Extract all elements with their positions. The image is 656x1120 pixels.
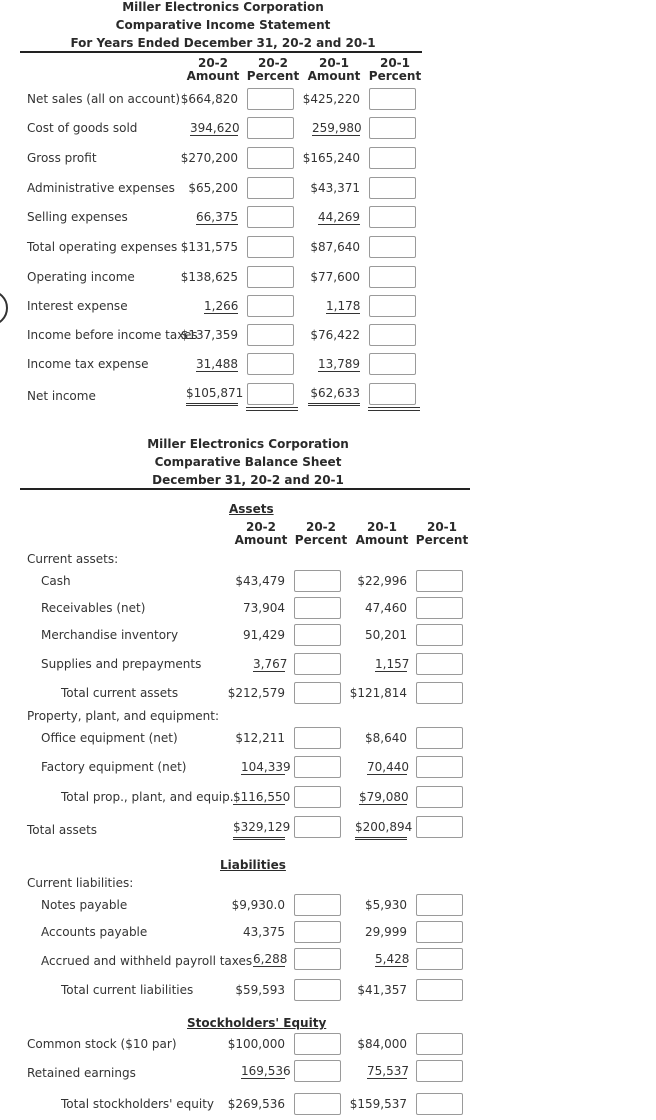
balance-label-factory-equipment: Factory equipment (net)	[41, 760, 187, 774]
income-amount-1: $87,640	[310, 240, 360, 254]
income-title-period: For Years Ended December 31, 20-2 and 20-1	[70, 36, 376, 50]
balance-amount-2: $212,579	[227, 686, 285, 700]
balance-amount-1: $5,930	[365, 898, 407, 912]
income-amount-2: $137,359	[180, 328, 238, 342]
balance-amount-1: $159,537	[349, 1097, 407, 1111]
balance-percent-1-input[interactable]	[416, 921, 463, 943]
income-percent-1-input[interactable]	[369, 117, 416, 139]
balance-col1-year: 20-2	[245, 520, 277, 534]
income-percent-2-input[interactable]	[247, 177, 294, 199]
income-col2-kind: Percent	[246, 69, 300, 83]
balance-percent-1-input[interactable]	[416, 1060, 463, 1082]
balance-amount-2: $116,550	[233, 790, 291, 804]
income-amount-2: 31,488	[196, 357, 238, 371]
balance-percent-1-input[interactable]	[416, 979, 463, 1001]
income-amount-2: 394,620	[190, 121, 240, 135]
balance-amount-1: 47,460	[365, 601, 407, 615]
balance-col3-year: 20-1	[366, 520, 398, 534]
balance-amount-1: $22,996	[357, 574, 407, 588]
balance-col4-kind: Percent	[415, 533, 469, 547]
balance-amount-2: 73,904	[243, 601, 285, 615]
balance-amount-2: 43,375	[243, 925, 285, 939]
balance-label-total-ppe: Total prop., plant, and equip.	[61, 790, 234, 804]
balance-title-company: Miller Electronics Corporation	[147, 437, 349, 451]
balance-amount-2: 104,339	[241, 760, 291, 774]
balance-percent-2-input[interactable]	[294, 786, 341, 808]
balance-percent-2-input[interactable]	[294, 756, 341, 778]
income-percent-2-input[interactable]	[247, 88, 294, 110]
income-label-selling-expenses: Selling expenses	[27, 210, 128, 224]
income-amount-1: 259,980	[312, 121, 362, 135]
balance-percent-2-input[interactable]	[294, 921, 341, 943]
balance-percent-2-input[interactable]	[294, 682, 341, 704]
balance-percent-2-input[interactable]	[294, 816, 341, 838]
balance-percent-1-input[interactable]	[416, 894, 463, 916]
balance-label-office-equipment: Office equipment (net)	[41, 731, 178, 745]
balance-percent-2-input[interactable]	[294, 1033, 341, 1055]
income-label-interest-expense: Interest expense	[27, 299, 128, 313]
income-percent-2-input[interactable]	[247, 266, 294, 288]
income-col1-year: 20-2	[197, 56, 229, 70]
balance-percent-1-input[interactable]	[416, 682, 463, 704]
balance-amount-2: 169,536	[241, 1064, 291, 1078]
income-percent-2-input[interactable]	[247, 236, 294, 258]
income-amount-1: $62,633	[308, 386, 360, 406]
income-amount-2: 66,375	[196, 210, 238, 224]
income-amount-1: 1,178	[326, 299, 361, 313]
balance-percent-2-input[interactable]	[294, 979, 341, 1001]
balance-percent-1-input[interactable]	[416, 948, 463, 970]
balance-label-cash: Cash	[41, 574, 71, 588]
balance-amount-2: 3,767	[253, 657, 288, 671]
income-amount-1: $165,240	[302, 151, 360, 165]
balance-label-receivables: Receivables (net)	[41, 601, 146, 615]
balance-amount-1: 75,537	[367, 1064, 409, 1078]
balance-percent-1-input[interactable]	[416, 1033, 463, 1055]
income-percent-2-input[interactable]	[247, 147, 294, 169]
balance-amount-1: $41,357	[357, 983, 407, 997]
income-percent-2-input[interactable]	[247, 206, 294, 228]
balance-amount-1: $79,080	[359, 790, 409, 804]
balance-amount-1: $121,814	[349, 686, 407, 700]
income-percent-1-input[interactable]	[369, 324, 416, 346]
balance-amount-2: $59,593	[235, 983, 285, 997]
balance-title-date: December 31, 20-2 and 20-1	[152, 473, 344, 487]
income-percent-1-input[interactable]	[369, 236, 416, 258]
income-col2-year: 20-2	[257, 56, 289, 70]
balance-percent-1-input[interactable]	[416, 727, 463, 749]
income-amount-1: $76,422	[310, 328, 360, 342]
partial-circle-icon	[0, 290, 8, 326]
income-label-operating-income: Operating income	[27, 270, 135, 284]
balance-percent-1-input[interactable]	[416, 624, 463, 646]
balance-percent-2-input[interactable]	[294, 1093, 341, 1115]
income-net-percent-1-underline	[368, 407, 420, 411]
income-percent-1-input[interactable]	[369, 295, 416, 317]
balance-col3-kind: Amount	[355, 533, 409, 547]
balance-amount-1: $84,000	[357, 1037, 407, 1051]
income-title-statement: Comparative Income Statement	[115, 18, 331, 32]
income-col3-kind: Amount	[307, 69, 361, 83]
income-percent-2-input[interactable]	[247, 383, 294, 405]
income-label-net-income: Net income	[27, 389, 96, 403]
current-assets-label: Current assets:	[27, 552, 119, 566]
balance-amount-2: $43,479	[235, 574, 285, 588]
income-amount-1: 44,269	[318, 210, 360, 224]
balance-percent-2-input[interactable]	[294, 653, 341, 675]
balance-label-retained-earnings: Retained earnings	[27, 1066, 136, 1080]
income-percent-1-input[interactable]	[369, 266, 416, 288]
balance-amount-2: 6,288	[253, 952, 288, 966]
balance-percent-2-input[interactable]	[294, 948, 341, 970]
income-net-percent-2-underline	[246, 407, 298, 411]
balance-label-total-current-assets: Total current assets	[61, 686, 179, 700]
balance-label-supplies: Supplies and prepayments	[41, 657, 202, 671]
balance-header-rule	[20, 488, 470, 490]
balance-col2-year: 20-2	[305, 520, 337, 534]
balance-amount-2: $12,211	[235, 731, 285, 745]
income-col4-kind: Percent	[368, 69, 422, 83]
income-amount-2: $270,200	[180, 151, 238, 165]
balance-percent-2-input[interactable]	[294, 894, 341, 916]
current-liabilities-label: Current liabilities:	[27, 876, 134, 890]
balance-percent-2-input[interactable]	[294, 727, 341, 749]
income-amount-2: $65,200	[188, 181, 238, 195]
income-amount-2: $131,575	[180, 240, 238, 254]
balance-percent-1-input[interactable]	[416, 756, 463, 778]
income-col3-year: 20-1	[318, 56, 350, 70]
assets-heading: Assets	[229, 502, 274, 516]
income-amount-2: 1,266	[204, 299, 239, 313]
income-amount-1: $77,600	[310, 270, 360, 284]
liabilities-heading: Liabilities	[220, 858, 286, 872]
balance-percent-1-input[interactable]	[416, 1093, 463, 1115]
balance-percent-2-input[interactable]	[294, 1060, 341, 1082]
balance-amount-2: $329,129	[233, 820, 285, 840]
income-percent-1-input[interactable]	[369, 88, 416, 110]
income-percent-1-input[interactable]	[369, 177, 416, 199]
income-amount-2: $664,820	[180, 92, 238, 106]
income-amount-1: $425,220	[302, 92, 360, 106]
income-percent-2-input[interactable]	[247, 117, 294, 139]
ppe-label: Property, plant, and equipment:	[27, 709, 220, 723]
income-percent-1-input[interactable]	[369, 383, 416, 405]
balance-percent-2-input[interactable]	[294, 624, 341, 646]
income-label-income-before-taxes: Income before income taxes	[27, 328, 198, 342]
income-header-rule	[20, 51, 422, 53]
balance-label-total-assets: Total assets	[27, 823, 98, 837]
balance-label-total-equity: Total stockholders' equity	[61, 1097, 215, 1111]
balance-amount-2: $269,536	[227, 1097, 285, 1111]
balance-col1-kind: Amount	[234, 533, 288, 547]
balance-amount-1: $8,640	[365, 731, 407, 745]
balance-label-accounts-payable: Accounts payable	[41, 925, 148, 939]
income-percent-2-input[interactable]	[247, 324, 294, 346]
income-percent-1-input[interactable]	[369, 206, 416, 228]
income-percent-2-input[interactable]	[247, 353, 294, 375]
balance-label-notes-payable: Notes payable	[41, 898, 128, 912]
balance-percent-1-input[interactable]	[416, 816, 463, 838]
income-label-gross-profit: Gross profit	[27, 151, 97, 165]
income-label-net-sales: Net sales (all on account)	[27, 92, 181, 106]
balance-label-accrued-payroll-taxes: Accrued and withheld payroll taxes	[41, 954, 253, 968]
income-amount-1: 13,789	[318, 357, 360, 371]
balance-percent-2-input[interactable]	[294, 597, 341, 619]
balance-amount-2: $9,930.0	[231, 898, 285, 912]
balance-amount-1: 5,428	[375, 952, 410, 966]
balance-percent-2-input[interactable]	[294, 570, 341, 592]
balance-amount-1: 70,440	[367, 760, 409, 774]
equity-heading: Stockholders' Equity	[187, 1016, 327, 1030]
income-label-total-operating-expenses: Total operating expenses	[27, 240, 178, 254]
balance-label-inventory: Merchandise inventory	[41, 628, 179, 642]
balance-percent-1-input[interactable]	[416, 570, 463, 592]
income-col1-kind: Amount	[186, 69, 240, 83]
income-label-income-tax-expense: Income tax expense	[27, 357, 149, 371]
income-label-cogs: Cost of goods sold	[27, 121, 138, 135]
balance-amount-1: 29,999	[365, 925, 407, 939]
income-percent-1-input[interactable]	[369, 147, 416, 169]
balance-col2-kind: Percent	[294, 533, 348, 547]
income-amount-1: $43,371	[310, 181, 360, 195]
balance-amount-1: $200,894	[355, 820, 407, 840]
income-percent-1-input[interactable]	[369, 353, 416, 375]
balance-percent-1-input[interactable]	[416, 653, 463, 675]
balance-amount-1: 1,157	[375, 657, 410, 671]
balance-label-common-stock: Common stock ($10 par)	[27, 1037, 177, 1051]
income-amount-2: $105,871	[186, 386, 238, 406]
income-col4-year: 20-1	[379, 56, 411, 70]
balance-amount-2: 91,429	[243, 628, 285, 642]
balance-label-total-current-liabilities: Total current liabilities	[61, 983, 194, 997]
income-amount-2: $138,625	[180, 270, 238, 284]
income-percent-2-input[interactable]	[247, 295, 294, 317]
income-title-company: Miller Electronics Corporation	[122, 0, 324, 14]
balance-title-statement: Comparative Balance Sheet	[154, 455, 342, 469]
balance-amount-1: 50,201	[365, 628, 407, 642]
income-label-admin-expenses: Administrative expenses	[27, 181, 175, 195]
balance-percent-1-input[interactable]	[416, 786, 463, 808]
balance-col4-year: 20-1	[426, 520, 458, 534]
balance-amount-2: $100,000	[227, 1037, 285, 1051]
balance-percent-1-input[interactable]	[416, 597, 463, 619]
